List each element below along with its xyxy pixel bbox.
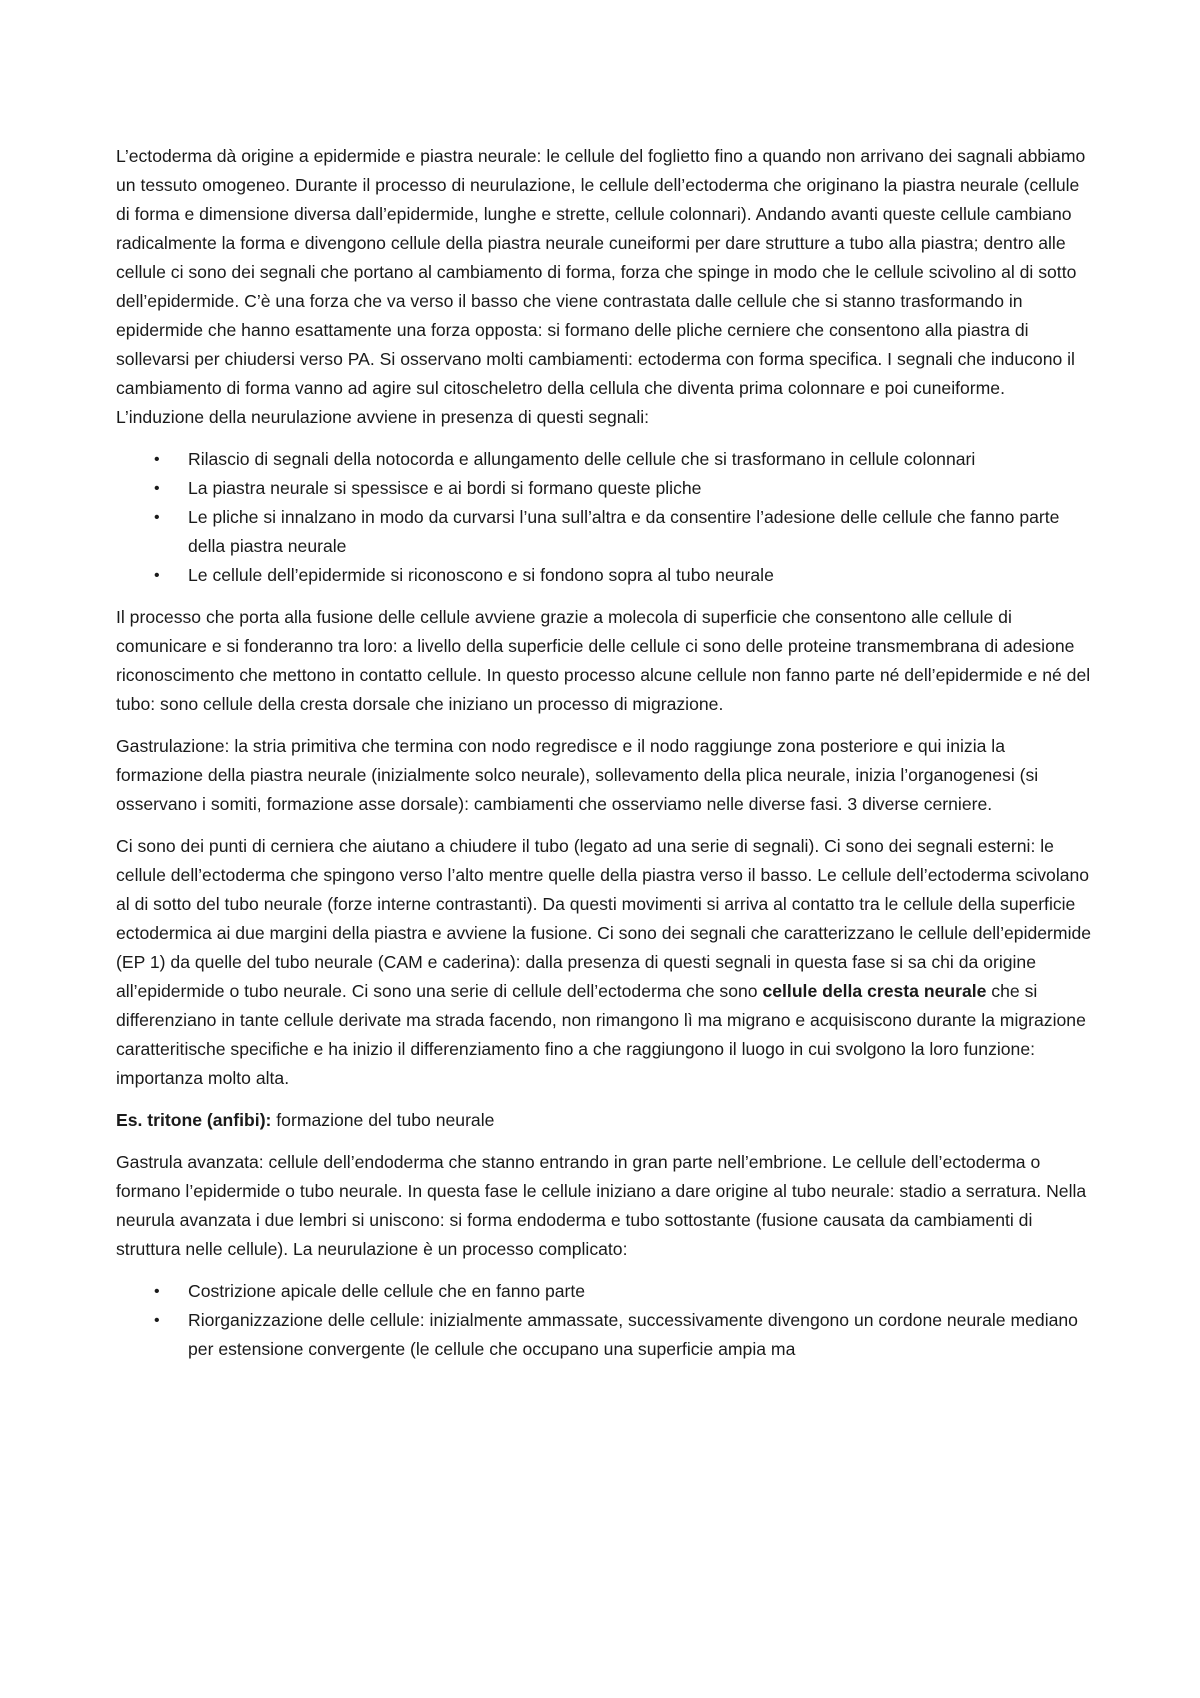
bullet-icon: • bbox=[154, 509, 160, 526]
list-item bbox=[116, 561, 1096, 590]
list-item-text: Rilascio di segnali della notocorda e allungamento delle cellule che si trasformano in cellule colonnari bbox=[188, 449, 976, 469]
paragraph-cell-fusion: Il processo che porta alla fusione delle cellule avviene grazie a molecola di superficie che consentono alle cellule di comunicare e si fonderanno tra loro: a livello della superficie delle cellule ci sono delle proteine transmembrana di adesione riconoscimento che mettono in contatto cellule. In questo processo alcune cellule non fanno parte né dell’epidermide e né del tubo: sono cellule della cresta dorsale che iniziano un processo di migrazione. bbox=[116, 607, 1091, 714]
paragraph-neural-crest bbox=[116, 832, 1096, 1093]
list-item bbox=[116, 1277, 1096, 1306]
list-item-text: Riorganizzazione delle cellule: inizialmente ammassate, successivamente divengono un cordone neurale mediano per estensione convergente (le cellule che occupano una superficie ampia ma bbox=[188, 1310, 1078, 1359]
bold-term-neural-crest: cellule della cresta neurale bbox=[762, 981, 987, 1001]
paragraph-example-newt bbox=[116, 1106, 1096, 1135]
list-item-text: La piastra neurale si spessisce e ai bordi si formano queste pliche bbox=[188, 478, 702, 498]
document-page bbox=[116, 142, 1096, 1377]
bullet-list-neurulation-signals bbox=[116, 445, 1096, 590]
list-item bbox=[116, 474, 1096, 503]
list-item-text: Le cellule dell’epidermide si riconoscono e si fondono sopra al tubo neurale bbox=[188, 565, 774, 585]
text-run: Ci sono dei punti di cerniera che aiutano a chiudere il tubo (legato ad una serie di segnali). Ci sono dei segnali esterni: le cellule dell’ectoderma che spingono verso l’alto mentre quelle della piastra verso il basso. Le cellule dell’ectoderma scivolano al di sotto del tubo neurale (forze interne contrastanti). Da questi movimenti si arriva al contatto tra le cellule della superficie ectodermica ai due margini della piastra e avviene la fusione. Ci sono dei segnali che caratterizzano le cellule dell’epidermide (EP 1) da quelle del tubo neurale (CAM e caderina): dalla presenza di questi segnali in questa fase si sa chi da origine all’epidermide o tubo neurale. Ci sono una serie di cellule dell’ectoderma che sono bbox=[116, 836, 1092, 1001]
bullet-list-neurulation-steps bbox=[116, 1277, 1096, 1364]
list-item bbox=[116, 1306, 1096, 1364]
bullet-icon: • bbox=[154, 1312, 160, 1329]
bullet-icon: • bbox=[154, 567, 160, 584]
list-item-text: Costrizione apicale delle cellule che en fanno parte bbox=[188, 1281, 586, 1301]
paragraph-gastrulation: Gastrulazione: la stria primitiva che termina con nodo regredisce e il nodo raggiunge zona posteriore e qui inizia la formazione della piastra neurale (inizialmente solco neurale), sollevamento della plica neurale, inizia l’organogenesi (si osservano i somiti, formazione asse dorsale): cambiamenti che osserviamo nelle diverse fasi. 3 diverse cerniere. bbox=[116, 736, 1039, 814]
list-item bbox=[116, 503, 1096, 561]
bullet-icon: • bbox=[154, 1283, 160, 1300]
paragraph-ectoderm-intro: L’ectoderma dà origine a epidermide e piastra neurale: le cellule del foglietto fino a quando non arrivano dei sagnali abbiamo un tessuto omogeneo. Durante il processo di neurulazione, le cellule dell’ectoderma che originano la piastra neurale (cellule di forma e dimensione diversa dall’epidermide, lunghe e strette, cellule colonnari). Andando avanti queste cellule cambiano radicalmente la forma e divengono cellule della piastra neurale cuneiformi per dare strutture a tubo alla piastra; dentro alle cellule ci sono dei segnali che portano al cambiamento di forma, forza che spinge in modo che le cellule scivolino al di sotto dell’epidermide. C’è una forza che va verso il basso che viene contrastata dalle cellule che si stanno trasformando in epidermide che hanno esattamente una forza opposta: si formano delle pliche cerniere che consentono alla piastra di sollevarsi per chiudersi verso PA. Si osservano molti cambiamenti: ectoderma con forma specifica. I segnali che inducono il cambiamento di forma vanno ad agire sul citoscheletro della cellula che diventa prima colonnare e poi cuneiforme. L’induzione della neurulazione avviene in presenza di questi segnali: bbox=[116, 146, 1086, 427]
text-run: formazione del tubo neurale bbox=[271, 1110, 495, 1130]
list-item bbox=[116, 445, 1096, 474]
bullet-icon: • bbox=[154, 451, 160, 468]
list-item-text: Le pliche si innalzano in modo da curvarsi l’una sull’altra e da consentire l’adesione delle cellule che fanno parte della piastra neurale bbox=[188, 507, 1060, 556]
text-run: che si differenziano in tante cellule derivate ma strada facendo, non rimangono lì ma migrano e acquisiscono durante la migrazione caratteritische specifiche e ha inizio il differenziamento fino a che raggiungono il luogo in cui svolgono la loro funzione: importanza molto alta. bbox=[116, 981, 1086, 1088]
bold-label-example: Es. tritone (anfibi): bbox=[116, 1110, 272, 1130]
bullet-icon: • bbox=[154, 480, 160, 497]
paragraph-advanced-gastrula: Gastrula avanzata: cellule dell’endoderma che stanno entrando in gran parte nell’embrione. Le cellule dell’ectoderma o formano l’epidermide o tubo neurale. In questa fase le cellule iniziano a dare origine al tubo neurale: stadio a serratura. Nella neurula avanzata i due lembri si uniscono: si forma endoderma e tubo sottostante (fusione causata da cambiamenti di struttura nelle cellule). La neurulazione è un processo complicato: bbox=[116, 1152, 1087, 1259]
